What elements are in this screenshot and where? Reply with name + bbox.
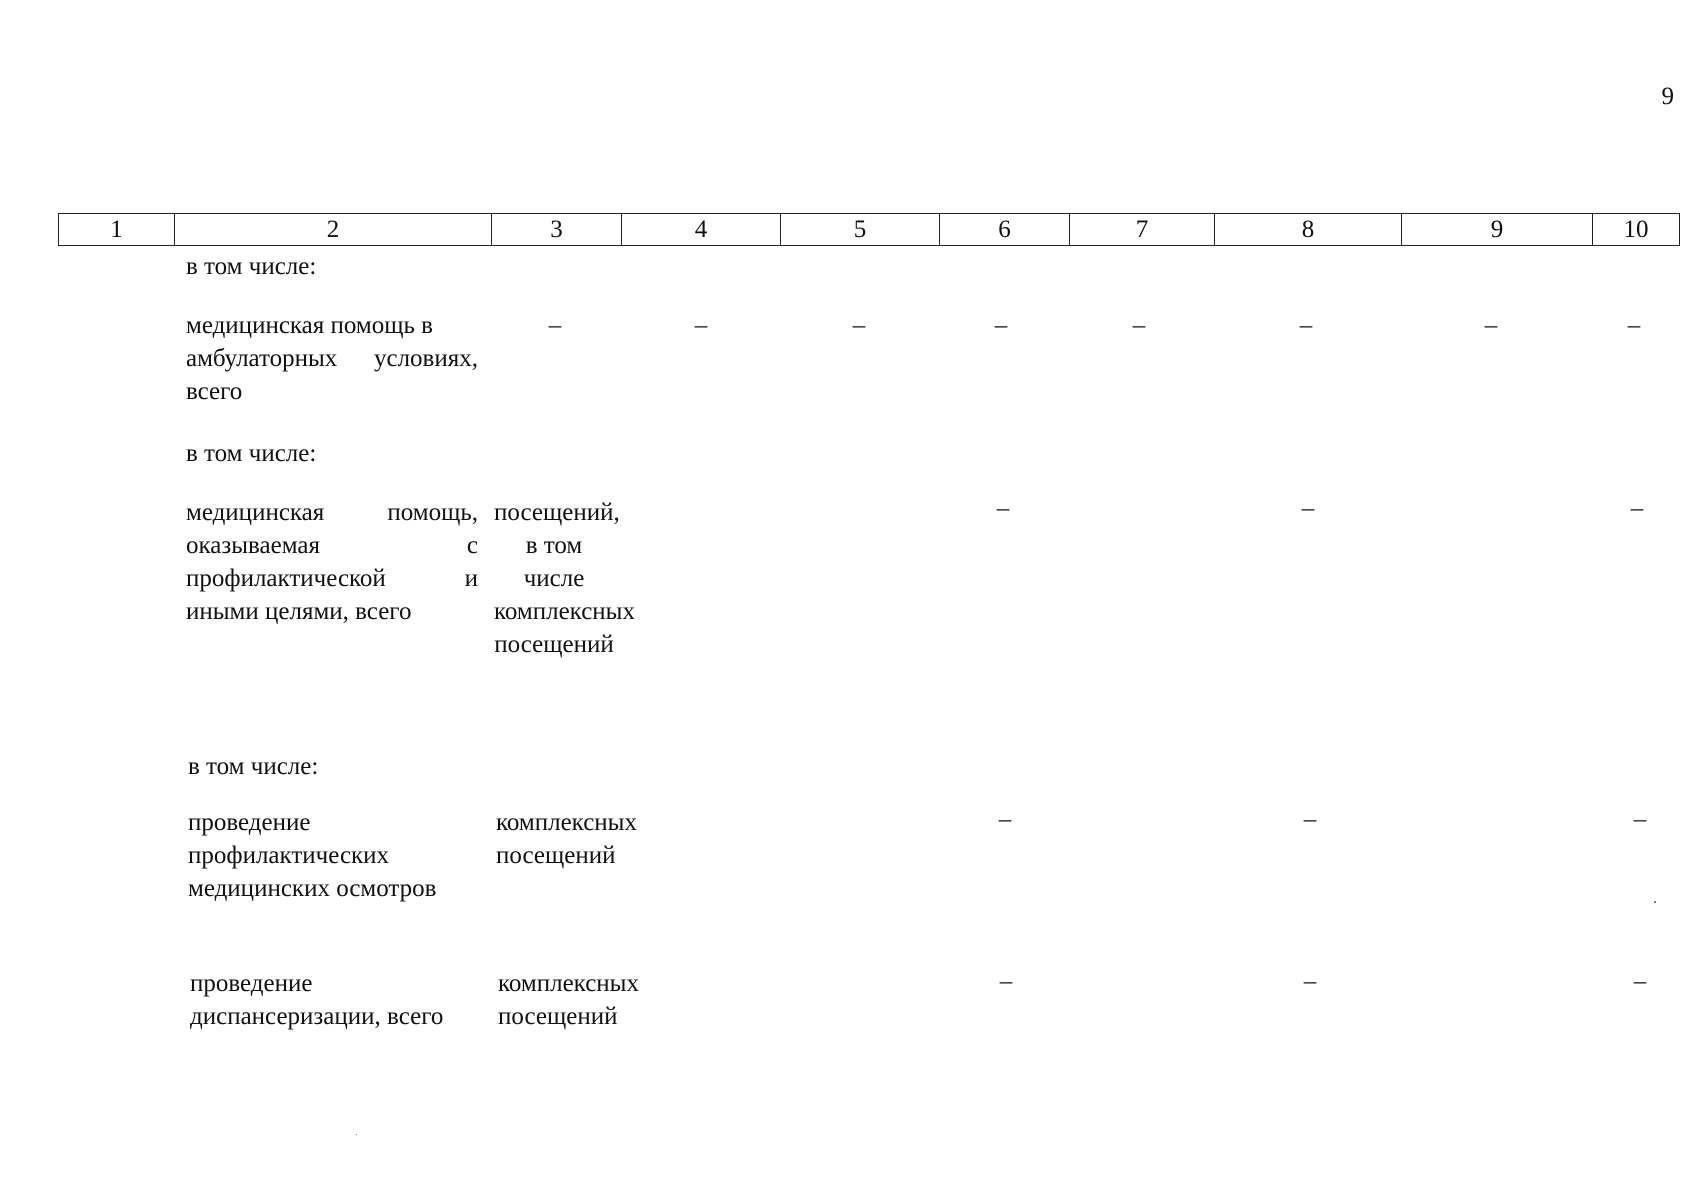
subheading-including: в том числе:	[186, 440, 317, 467]
column-number-2: 2	[175, 214, 492, 246]
row-col10: –	[1630, 495, 1644, 522]
row-col8: –	[1303, 968, 1317, 995]
row-label-line: амбулаторных условиях, всего	[186, 345, 478, 405]
column-number-header	[58, 213, 1680, 246]
scan-speck	[1654, 901, 1656, 903]
row-col10: –	[1633, 968, 1647, 995]
row-col4: –	[694, 312, 708, 339]
row-unit: –	[548, 312, 562, 339]
row-unit: комплексных посещений	[496, 809, 637, 869]
scan-speck	[356, 1134, 357, 1135]
row-label: проведение диспансеризации, всего	[190, 970, 444, 1030]
row-col6: –	[998, 806, 1012, 833]
row-col8: –	[1303, 806, 1317, 833]
row-unit: посещений, в том числе комплексных посещений	[494, 499, 635, 658]
row-col6: –	[996, 495, 1010, 522]
row-label	[186, 309, 478, 408]
column-number-4: 4	[622, 214, 781, 246]
row-col6: –	[994, 312, 1008, 339]
page-number: 9	[1661, 83, 1674, 110]
column-number-9: 9	[1402, 214, 1593, 246]
row-col10: –	[1627, 312, 1641, 339]
row-label-line: медицинская помощь в	[186, 312, 433, 339]
row-col8: –	[1299, 312, 1313, 339]
column-number-6: 6	[940, 214, 1070, 246]
row-col9: –	[1484, 312, 1498, 339]
column-number-10: 10	[1593, 214, 1680, 246]
subheading-including: в том числе:	[188, 753, 319, 780]
column-number-1: 1	[59, 214, 175, 246]
column-number-7: 7	[1070, 214, 1215, 246]
row-label: медицинская помощь, оказываемая с профилактической и иными целями, всего	[186, 499, 478, 625]
header-row	[59, 214, 1680, 246]
column-number-3: 3	[492, 214, 622, 246]
row-unit: комплексных посещений	[498, 970, 639, 1030]
row-col7: –	[1132, 312, 1146, 339]
column-number-8: 8	[1215, 214, 1402, 246]
row-col5: –	[852, 312, 866, 339]
row-label: проведение профилактических медицинских осмотров	[188, 809, 437, 902]
subheading-including: в том числе:	[186, 253, 317, 280]
row-col10: –	[1633, 806, 1647, 833]
row-col6: –	[999, 968, 1013, 995]
row-col8: –	[1301, 495, 1315, 522]
column-number-5: 5	[781, 214, 940, 246]
